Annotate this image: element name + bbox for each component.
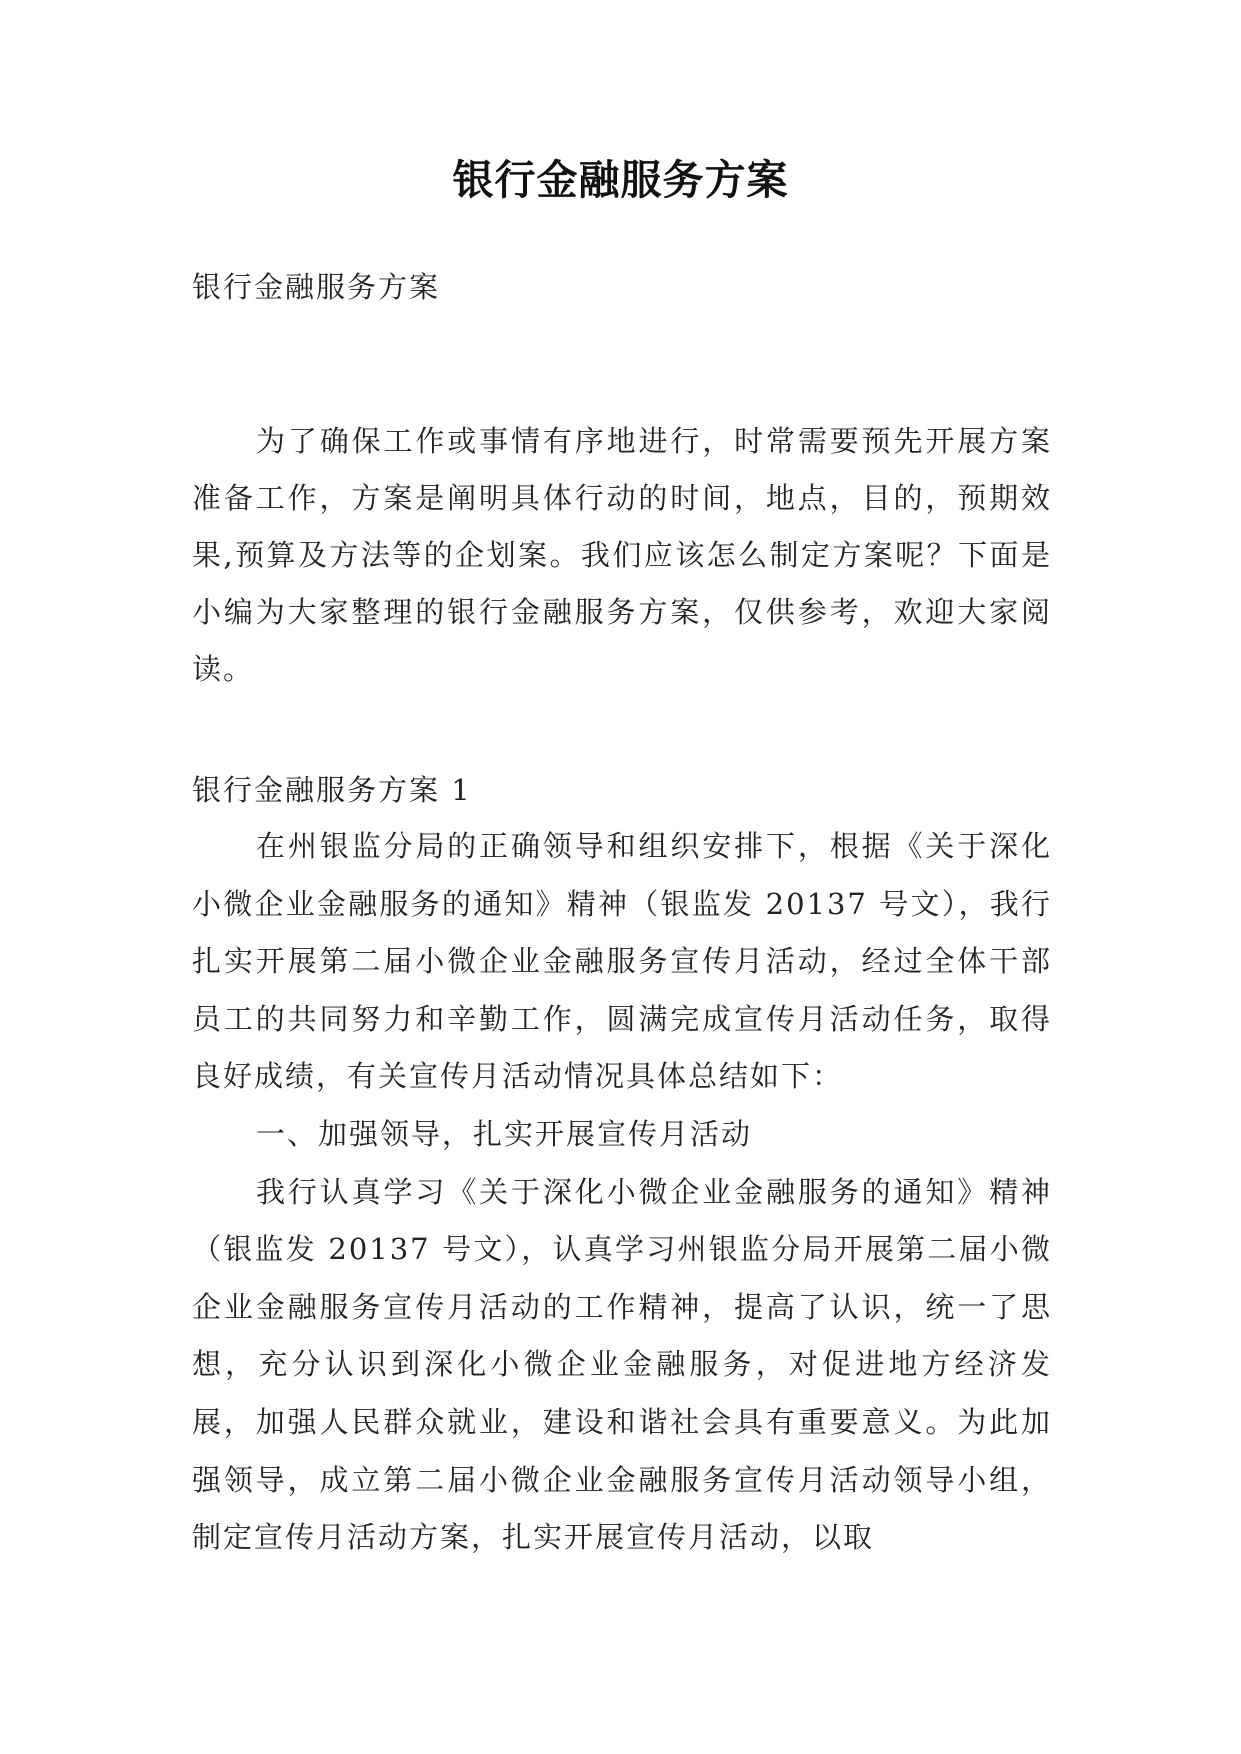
intro-paragraph: 为了确保工作或事情有序地进行，时常需要预先开展方案准备工作，方案是阐明具体行动的时间，地点，目的，预期效果,预算及方法等的企划案。我们应该怎么制定方案呢？下面是小编为大家整理的银行金融服务方案，仅供参考，欢迎大家阅读。 <box>192 424 1052 686</box>
section-1-paragraph-2: 我行认真学习《关于深化小微企业金融服务的通知》精神（银监发 20137 号文），认真学习州银监分局开展第二届小微企业金融服务宣传月活动的工作精神，提高了认识，统一了思想，充分认识到深化小微企业金融服务，对促进地方经济发展，加强人民群众就业，建设和谐社会具有重要意义。为此加强领导，成立第二届小微企业金融服务宣传月活动领导小组，制定宣传月活动方案，扎实开展宣传月活动，以取 <box>192 1174 1052 1555</box>
section-1-subheading: 一、加强领导，扎实开展宣传月活动 <box>256 1116 753 1151</box>
section-1-heading: 银行金融服务方案 1 <box>192 773 472 807</box>
document-title: 银行金融服务方案 <box>452 156 789 204</box>
document-subtitle: 银行金融服务方案 <box>192 270 441 304</box>
section-1-paragraph-1: 在州银监分局的正确领导和组织安排下，根据《关于深化小微企业金融服务的通知》精神（银监发 20137 号文），我行扎实开展第二届小微企业金融服务宣传月活动，经过全体干部员工的共同努力和辛勤工作，圆满完成宣传月活动任务，取得良好成绩，有关宣传月活动情况具体总结如下： <box>192 829 1052 1094</box>
section-1-body <box>192 818 1052 1567</box>
